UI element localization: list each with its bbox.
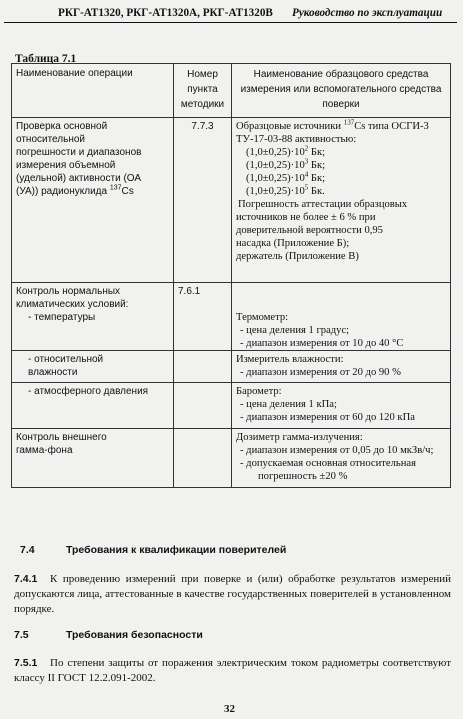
section-7-4-number: 7.4: [20, 544, 35, 556]
row2-number: 7.6.1: [174, 283, 232, 351]
paragraph-7-4-1-text: К проведению измерений при поверке и (или) обработке результатов измерений допускаются лица, аттестованные в качестве государственных поверителей в установленном порядке.: [14, 573, 451, 615]
col1-header: Наименование операции: [12, 64, 174, 118]
page-number: 32: [224, 703, 235, 715]
paragraph-7-5-1-number: 7.5.1: [14, 657, 38, 669]
header-left: РКГ-АТ1320, РКГ-АТ1320А, РКГ-АТ1320В: [58, 7, 273, 19]
header-right: Руководство по эксплуатации: [292, 7, 443, 19]
col3-header: Наименование образцового средства измерения или вспомогательного средства поверки: [232, 64, 451, 118]
section-7-5-title: Требования безопасности: [66, 629, 203, 641]
row3-operation: - относительной влажности: [12, 351, 174, 383]
section-7-5-number: 7.5: [14, 629, 29, 641]
row5-tools: Дозиметр гамма-излучения: - диапазон измерения от 0,05 до 10 мкЗв/ч; - допускаемая основная относительная погрешность ±20 %: [232, 429, 451, 488]
table-row: [12, 351, 451, 383]
row3-tools: Измеритель влажности: - диапазон измерения от 20 до 90 %: [232, 351, 451, 383]
row2-operation: Контроль нормальных климатических условий: - температуры: [12, 283, 174, 351]
table-caption: Таблица 7.1: [15, 53, 77, 65]
row3-number: [174, 351, 232, 383]
table-row: [12, 283, 451, 351]
row1-number: 7.7.3: [174, 118, 232, 283]
table-row: [12, 383, 451, 429]
row1-tools: Образцовые источники $^{137}$Cs типа ОСГИ-3 ТУ-17-03-88 активностью: $(1,0\pm 0,25)\cdot 10^2$ Бк; $(1,0\pm 0,25)\cdot 10^3$ Бк; $(1,0\pm 0,25)\cdot 10^4$ Бк; $(1,0\pm 0,25)\cdot 10^5$ Бк. Погрешность аттестации образцовых источников не более ± 6 % при доверительной вероятности 0,95 насадка (Приложение Б); держатель (Приложение В): [232, 118, 451, 283]
paragraph-7-5-1: [14, 656, 451, 686]
row5-number: [174, 429, 232, 488]
row1-operation: Проверка основной относительной погрешности и диапазонов измерения объемной (удельной) активности (ОА (УА)) радионуклида $^{137}$Cs: [12, 118, 174, 283]
row5-operation: Контроль внешнего гамма-фона: [12, 429, 174, 488]
operations-table: [11, 63, 451, 488]
row4-operation: - атмосферного давления: [12, 383, 174, 429]
paragraph-7-4-1: [14, 572, 451, 617]
paragraph-7-4-1-number: 7.4.1: [14, 573, 38, 585]
header-rule: [4, 22, 457, 23]
table-header-row: [12, 64, 451, 118]
col2-header: Номер пункта методики: [174, 64, 232, 118]
row4-tools: Барометр: - цена деления 1 кПа; - диапазон измерения от 60 до 120 кПа: [232, 383, 451, 429]
table-row: [12, 429, 451, 488]
table-row: [12, 118, 451, 283]
section-7-4-title: Требования к квалификации поверителей: [66, 544, 287, 556]
paragraph-7-5-1-text: По степени защиты от поражения электрическим током радиометры соответствуют классу II ГОСТ 12.2.091-2002.: [14, 657, 451, 684]
row2-tools: Термометр: - цена деления 1 градус; - диапазон измерения от 10 до 40 °С: [232, 283, 451, 351]
row4-number: [174, 383, 232, 429]
